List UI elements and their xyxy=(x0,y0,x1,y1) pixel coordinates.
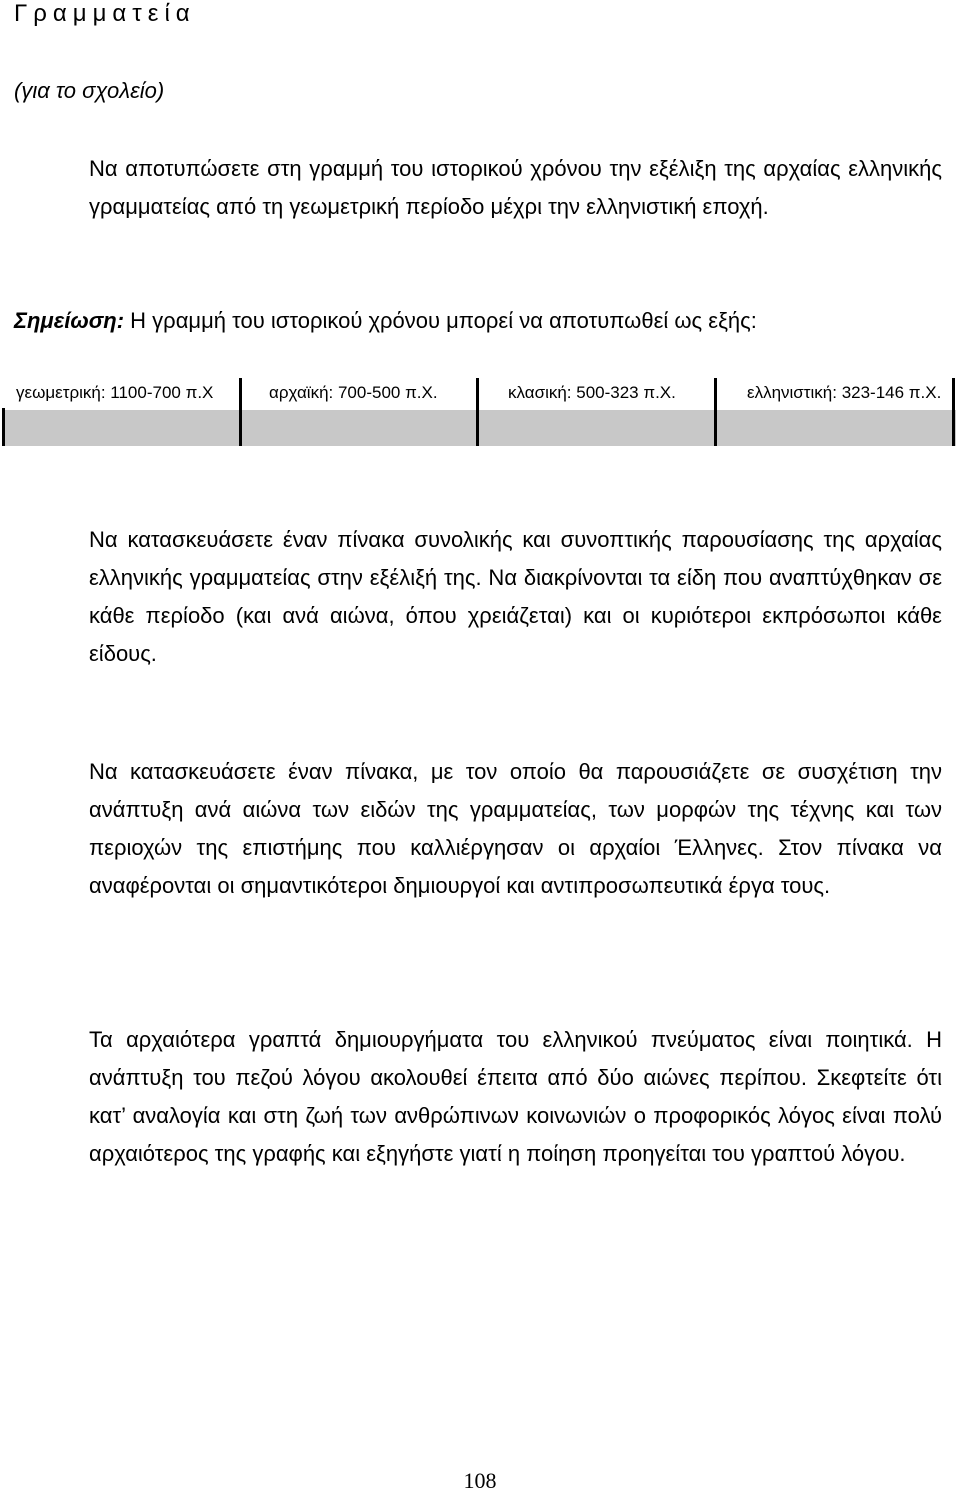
timeline-tick-500 xyxy=(476,378,479,446)
paragraph-correlation-table-task: Να κατασκευάσετε έναν πίνακα, με τον οποίο θα παρουσιάζετε σε συσχέτιση την ανάπτυξη ανά αιώνα των ειδών της γραμματείας, των μορφών της τέχνης και των περιοχών της επιστήμης που καλλιέργησαν οι αρχαίοι Έλληνες. Στον πίνακα να αναφέρονται οι σημαντικότεροι δημιουργοί και αντιπροσωπευτικά έργα τους. xyxy=(89,759,942,898)
timeline-period-archaic: αρχαϊκή: 700-500 π.Χ. xyxy=(269,383,438,402)
timeline-tick-end xyxy=(952,378,955,446)
timeline-bar xyxy=(2,410,956,446)
timeline-period-hellenistic: ελληνιστική: 323-146 π.Χ. xyxy=(747,383,942,402)
note-text: Η γραμμή του ιστορικού χρόνου μπορεί να αποτυπωθεί ως εξής: xyxy=(124,308,757,333)
timeline-period-geometric: γεωμετρική: 1100-700 π.Χ xyxy=(16,383,214,402)
timeline-tick-start xyxy=(2,408,5,446)
subtitle: (για το σχολείο) xyxy=(14,78,165,103)
timeline-period-classical: κλασική: 500-323 π.Χ. xyxy=(508,383,676,402)
paragraph-timeline-task: Να αποτυπώσετε στη γραμμή του ιστορικού χρόνου την εξέλιξη της αρχαίας ελληνικής γραμματείας από τη γεωμετρική περίοδο μέχρι την ελληνιστική εποχή. xyxy=(89,156,942,219)
timeline-tick-700 xyxy=(239,378,242,446)
note xyxy=(14,308,757,334)
paragraph-summary-table-task: Να κατασκευάσετε έναν πίνακα συνολικής και συνοπτικής παρουσίασης της αρχαίας ελληνικής γραμματείας στην εξέλιξή της. Να διακρίνονται τα είδη που αναπτύχθηκαν σε κάθε περίοδο (και ανά αιώνα, όπου χρειάζεται) και οι κυριότεροι εκπρόσωποι κάθε είδους. xyxy=(89,527,942,666)
page-title: Γραμματεία xyxy=(14,0,196,27)
timeline-tick-323 xyxy=(714,378,717,446)
paragraph-poetry-prose-question: Τα αρχαιότερα γραπτά δημιουργήματα του ελληνικού πνεύματος είναι ποιητικά. Η ανάπτυξη του πεζού λόγου ακολουθεί έπειτα από δύο αιώνες περίπου. Σκεφτείτε ότι κατ’ αναλογία και στη ζωή των ανθρώπινων κοινωνιών ο προφορικός λόγος είναι πολύ αρχαιότερος της γραφής και εξηγήστε γιατί η ποίηση προηγείται του γραπτού λόγου. xyxy=(89,1027,942,1166)
note-label: Σημείωση: xyxy=(14,308,125,333)
page-number: 108 xyxy=(463,1468,497,1493)
